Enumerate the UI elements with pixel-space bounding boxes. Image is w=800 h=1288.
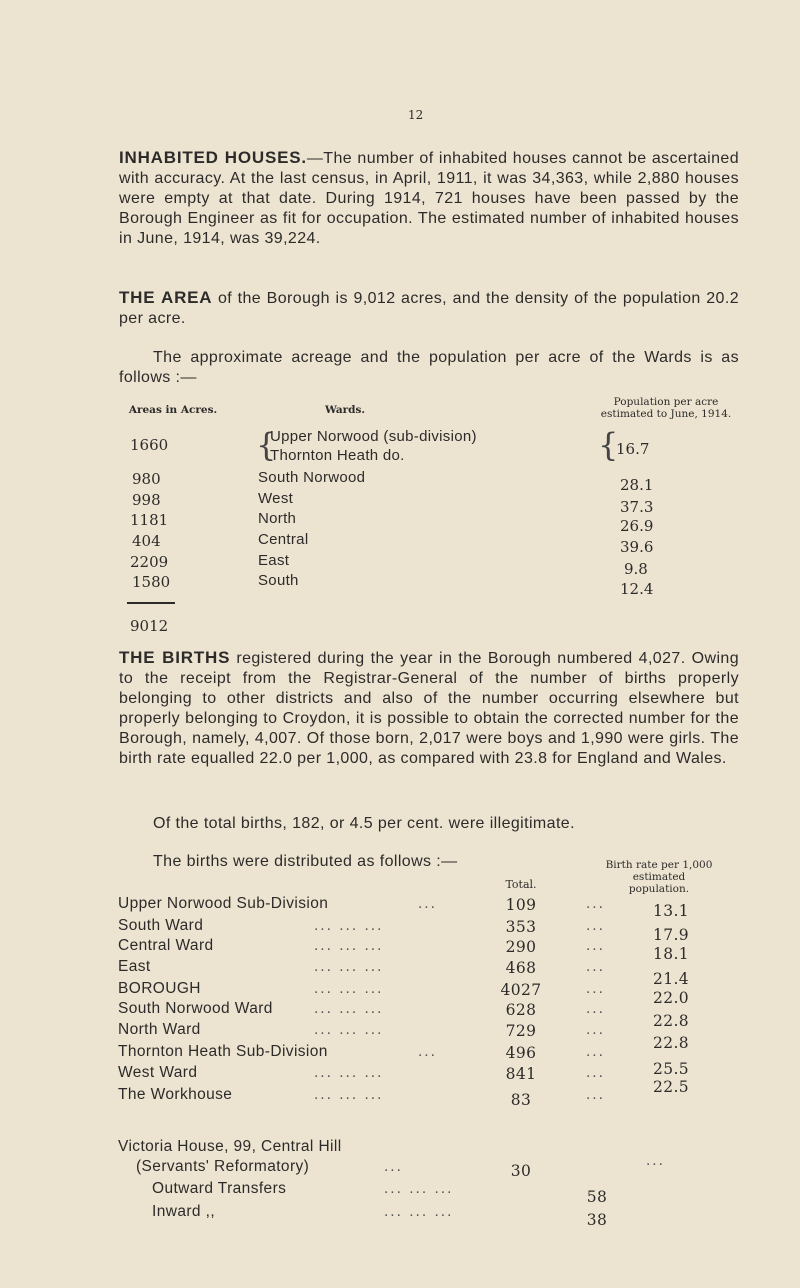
leader-dots: ... [418, 1043, 437, 1060]
births-row-rate: 22.5 [652, 1078, 690, 1096]
ward-acres: 404 [132, 532, 161, 550]
births-row-rate: 17.9 [652, 926, 690, 944]
births-row-total: 4027 [500, 981, 542, 999]
leader-dots: ... ... ... [314, 1086, 384, 1103]
inward-transfers-row [118, 1203, 758, 1229]
victoria-house-total: 30 [510, 1162, 532, 1180]
wards-intro: The approximate acreage and the population per acre of the Wards is as follows :— [119, 349, 739, 386]
births-row-label: The Workhouse [118, 1086, 233, 1103]
leader-dots: ... [586, 1064, 605, 1081]
births-row-total: 628 [505, 1001, 537, 1019]
leader-dots: ... ... ... [314, 1000, 384, 1017]
wards-col-wards: Wards. [324, 404, 366, 416]
ward-name: West [258, 490, 294, 507]
births-row-rate: 22.8 [652, 1012, 690, 1030]
births-row-rate: 21.4 [652, 970, 690, 988]
inward-transfers-label: Inward ,, [152, 1203, 216, 1220]
ward-population: 26.9 [620, 517, 654, 535]
ward-name: Thornton Heath do. [270, 447, 405, 464]
ward-population: 16.7 [616, 440, 650, 458]
inhabited-houses-text: —The number of inhabited houses cannot be ascertained with accuracy. At the last census, in April, 1911, it was 34,363, while 2,880 houses were empty at that date. During 1914, 721 houses have been passed by the Borough Engineer as fit for occupation. The estimated number of inhabited houses in June, 1914, was 39,224. [119, 150, 739, 247]
births-row-label: Central Ward [118, 937, 214, 954]
ward-name: South [258, 572, 299, 589]
leader-dots: ... [586, 1000, 605, 1017]
leader-dots: ... [586, 917, 605, 934]
ward-name: Central [258, 531, 309, 548]
inhabited-houses-heading: INHABITED HOUSES. [119, 148, 307, 167]
leader-dots: ... ... ... [314, 917, 384, 934]
ward-name: East [258, 552, 290, 569]
leader-dots: ... ... ... [384, 1180, 454, 1197]
births-row-rate: 25.5 [652, 1060, 690, 1078]
leader-dots: ... [586, 1086, 605, 1103]
births-row-total: 109 [505, 896, 537, 914]
births-row-total: 290 [505, 938, 537, 956]
births-row-rate: 22.8 [652, 1034, 690, 1052]
births-table-row [118, 917, 758, 944]
illegitimate-text: Of the total births, 182, or 4.5 per cent. were illegitimate. [153, 815, 575, 832]
outward-transfers-row [118, 1180, 758, 1206]
births-table-row [118, 937, 758, 963]
total-rule [127, 602, 175, 604]
inhabited-houses-paragraph [119, 148, 739, 249]
ward-population: 9.8 [624, 560, 648, 578]
births-row-total: 468 [505, 959, 537, 977]
outward-transfers-value: 58 [586, 1188, 608, 1206]
page-number: 12 [408, 108, 424, 122]
births-row-label: North Ward [118, 1021, 201, 1038]
births-col-total: Total. [505, 878, 537, 891]
victoria-house-row-2 [118, 1152, 758, 1180]
births-heading: THE BIRTHS [119, 648, 231, 667]
births-row-label: West Ward [118, 1064, 198, 1081]
births-row-label: South Norwood Ward [118, 1000, 273, 1017]
ward-name: North [258, 510, 297, 527]
leader-dots: ... [586, 980, 605, 997]
ward-population: 39.6 [620, 538, 654, 556]
leader-dots: ... [586, 958, 605, 975]
leader-dots: ... [586, 1043, 605, 1060]
births-row-total: 841 [505, 1065, 537, 1083]
leader-dots: ... ... ... [314, 1064, 384, 1081]
wards-col-acres: Areas in Acres. [128, 404, 218, 416]
ward-name: South Norwood [258, 469, 366, 486]
births-table-row [118, 958, 758, 988]
leader-dots: ... [586, 937, 605, 954]
leader-dots: ... ... ... [314, 937, 384, 954]
outward-transfers-label: Outward Transfers [152, 1180, 287, 1197]
victoria-house-label-2: (Servants' Reformatory) [136, 1158, 310, 1175]
births-row-total: 496 [505, 1044, 537, 1062]
births-row-total: 353 [505, 918, 537, 936]
ward-acres: 1580 [132, 573, 171, 591]
leader-dots: ... [418, 895, 437, 912]
births-row-total: 83 [510, 1091, 532, 1109]
leader-dots: ... ... ... [314, 980, 384, 997]
ward-acres: 980 [132, 470, 161, 488]
births-row-label: South Ward [118, 917, 204, 934]
area-text: of the Borough is 9,012 acres, and the density of the population 20.2 per acre. [119, 290, 739, 327]
ward-acres: 2209 [130, 553, 169, 571]
births-row-label: Thornton Heath Sub-Division [118, 1043, 328, 1060]
ward-name: Upper Norwood (sub-division) [270, 428, 477, 445]
area-paragraph [119, 288, 739, 329]
births-row-total: 729 [505, 1022, 537, 1040]
births-table-row [118, 895, 758, 920]
births-row-rate: 18.1 [652, 945, 690, 963]
births-col-rate: Birth rate per 1,000 estimated population. [605, 859, 713, 895]
ward-acres: 1181 [130, 511, 169, 529]
inward-transfers-value: 38 [586, 1211, 608, 1229]
births-row-label: Upper Norwood Sub-Division [118, 895, 329, 912]
leader-dots: ... ... ... [314, 958, 384, 975]
victoria-house-label: Victoria House, 99, Central Hill [118, 1138, 342, 1155]
brace-left: { [256, 426, 277, 464]
ward-population: 37.3 [620, 498, 654, 516]
leader-dots: ... [586, 1021, 605, 1038]
wards-col-population: Population per acre estimated to June, 1914. [600, 396, 732, 420]
brace-right: { [598, 426, 619, 464]
leader-dots: ... [646, 1152, 665, 1169]
leader-dots: ... ... ... [314, 1021, 384, 1038]
ward-population: 12.4 [620, 580, 654, 598]
births-table-row [118, 980, 758, 1007]
births-table-row [118, 1086, 758, 1109]
births-paragraph [119, 648, 739, 769]
births-row-rate: 22.0 [652, 989, 690, 1007]
births-row-label: East [118, 958, 151, 975]
leader-dots: ... ... ... [384, 1203, 454, 1220]
births-text: registered during the year in the Borough numbered 4,027. Owing to the receipt from the Registrar-General of the number of births properly belonging to other districts and also of the number occurring elsewhere but properly belonging to Croydon, it is possible to obtain the corrected number for the Borough, namely, 4,007. Of those born, 2,017 were boys and 1,990 were girls. The birth rate equalled 22.0 per 1,000, as compared with 23.8 for England and Wales. [119, 650, 739, 767]
births-row-label: BOROUGH [118, 980, 201, 997]
leader-dots: ... [384, 1158, 403, 1175]
ward-acres: 1660 [130, 436, 169, 454]
wards-total-acres: 9012 [130, 617, 169, 635]
leader-dots: ... [586, 895, 605, 912]
distribution-intro: The births were distributed as follows :— [153, 853, 458, 870]
ward-population: 28.1 [620, 476, 654, 494]
births-row-rate: 13.1 [652, 902, 690, 920]
area-heading: THE AREA [119, 288, 213, 307]
ward-acres: 998 [132, 491, 161, 509]
